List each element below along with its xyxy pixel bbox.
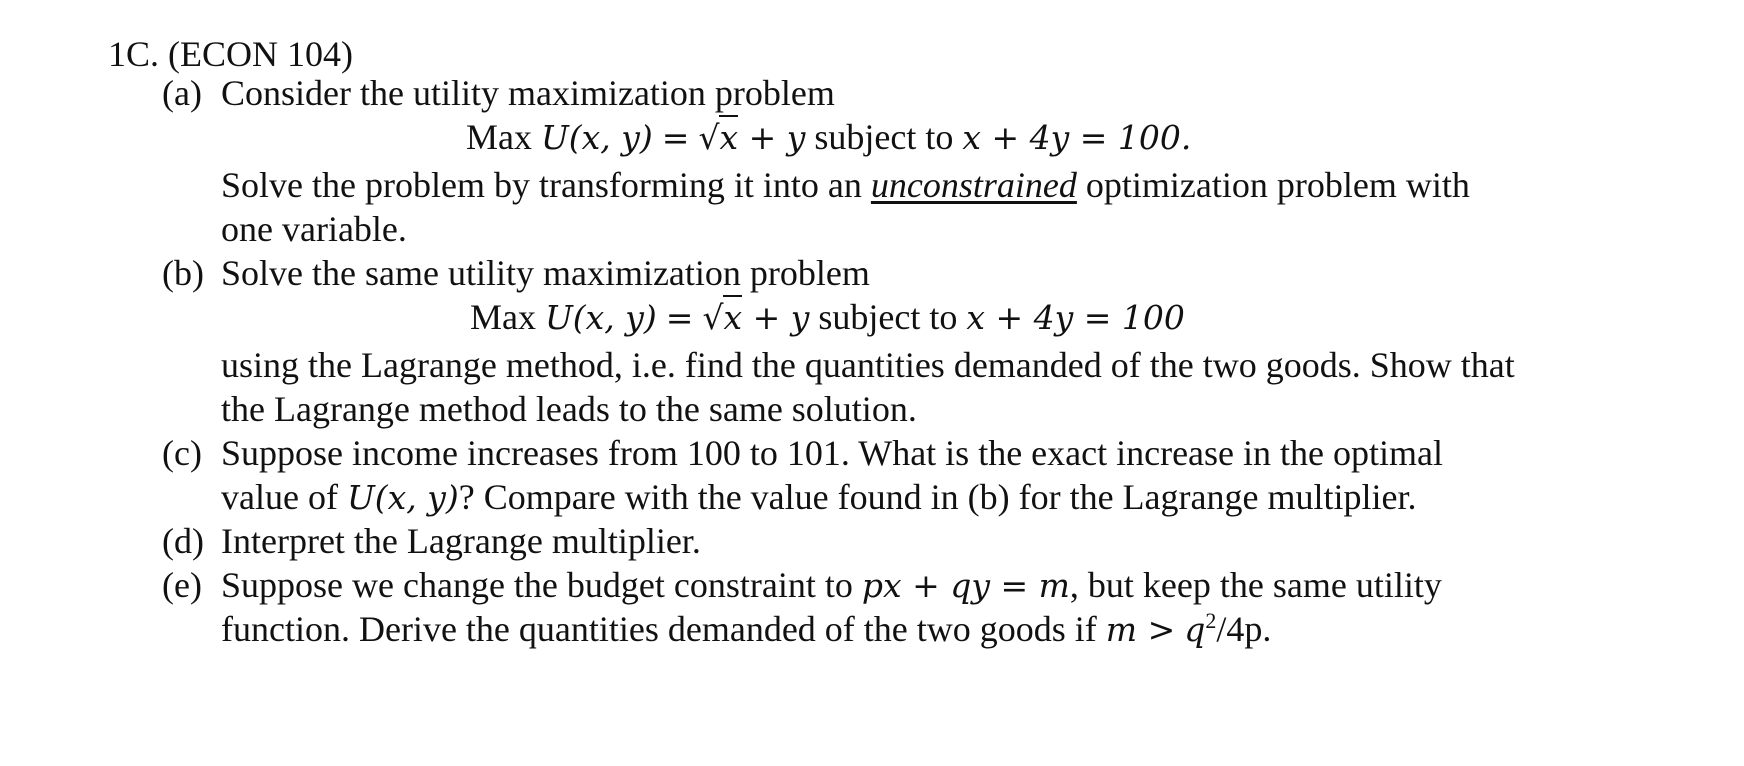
eq-max-word: Max bbox=[470, 297, 536, 337]
part-e-math-m: m > bbox=[1105, 610, 1176, 649]
part-c-text-post: ? Compare with the value found in (b) for the Lagrange multiplier. bbox=[458, 477, 1417, 517]
sqrt-symbol: √ bbox=[698, 118, 720, 157]
eq-subject-to: subject to bbox=[818, 297, 958, 337]
part-e-text-line-2 bbox=[221, 607, 1271, 652]
eq-utility-function: U(x, y) bbox=[541, 118, 653, 157]
part-d-text-line-1: Interpret the Lagrange multiplier. bbox=[221, 521, 701, 561]
part-a-text-line-1 bbox=[221, 163, 1470, 207]
eq-radicand: x bbox=[719, 115, 738, 157]
part-a-text-line-2: one variable. bbox=[221, 209, 407, 249]
part-a-intro: Consider the utility maximization problem bbox=[221, 73, 835, 113]
eq-radicand: x bbox=[723, 295, 742, 337]
part-e-text-pre: Suppose we change the budget constraint to bbox=[221, 565, 862, 605]
part-b-intro: Solve the same utility maximization problem bbox=[221, 253, 870, 293]
part-c-label: (c) bbox=[162, 433, 202, 473]
part-b-text-line-2: the Lagrange method leads to the same solution. bbox=[221, 389, 917, 429]
part-e-math: px + qy = m bbox=[861, 566, 1070, 605]
part-b-label: (b) bbox=[162, 253, 204, 293]
eq-constraint: x + 4y = 100. bbox=[962, 118, 1192, 157]
eq-plus-y: + y bbox=[738, 118, 806, 157]
eq-constraint: x + 4y = 100 bbox=[966, 298, 1185, 337]
part-c-text-pre: value of bbox=[221, 477, 347, 517]
part-e-text-pre-2: function. Derive the quantities demanded of the two goods if bbox=[221, 609, 1106, 649]
eq-equals: = bbox=[665, 298, 694, 337]
part-c-math: U(x, y) bbox=[346, 478, 459, 517]
part-e-text-line-1 bbox=[221, 563, 1442, 608]
eq-equals: = bbox=[661, 118, 690, 157]
part-e-text-post-2: /4p. bbox=[1216, 609, 1272, 649]
part-c-text-line-2 bbox=[221, 475, 1416, 520]
part-e-text-post: , but keep the same utility bbox=[1069, 565, 1442, 605]
part-e-label: (e) bbox=[162, 565, 202, 605]
eq-utility-function: U(x, y) bbox=[545, 298, 657, 337]
eq-subject-to: subject to bbox=[814, 117, 954, 157]
sqrt-symbol: √ bbox=[702, 298, 724, 337]
part-a-label: (a) bbox=[162, 73, 202, 113]
part-b-text-line-1: using the Lagrange method, i.e. find the quantities demanded of the two goods. Show that bbox=[221, 345, 1515, 385]
part-a-emphasis: unconstrained bbox=[870, 165, 1077, 205]
part-a-text-pre: Solve the problem by transforming it into an bbox=[221, 165, 871, 205]
problem-heading: 1C. (ECON 104) bbox=[108, 34, 353, 74]
part-c-text-line-1: Suppose income increases from 100 to 101. What is the exact increase in the optimal bbox=[221, 433, 1443, 473]
part-d-label: (d) bbox=[162, 521, 204, 561]
part-e-superscript: 2 bbox=[1205, 608, 1217, 633]
part-b-equation bbox=[470, 295, 1185, 340]
part-a-equation bbox=[466, 115, 1191, 160]
part-e-math-q: q bbox=[1184, 610, 1206, 649]
part-a-text-post: optimization problem with bbox=[1076, 165, 1470, 205]
eq-plus-y: + y bbox=[742, 298, 810, 337]
eq-max-word: Max bbox=[466, 117, 532, 157]
